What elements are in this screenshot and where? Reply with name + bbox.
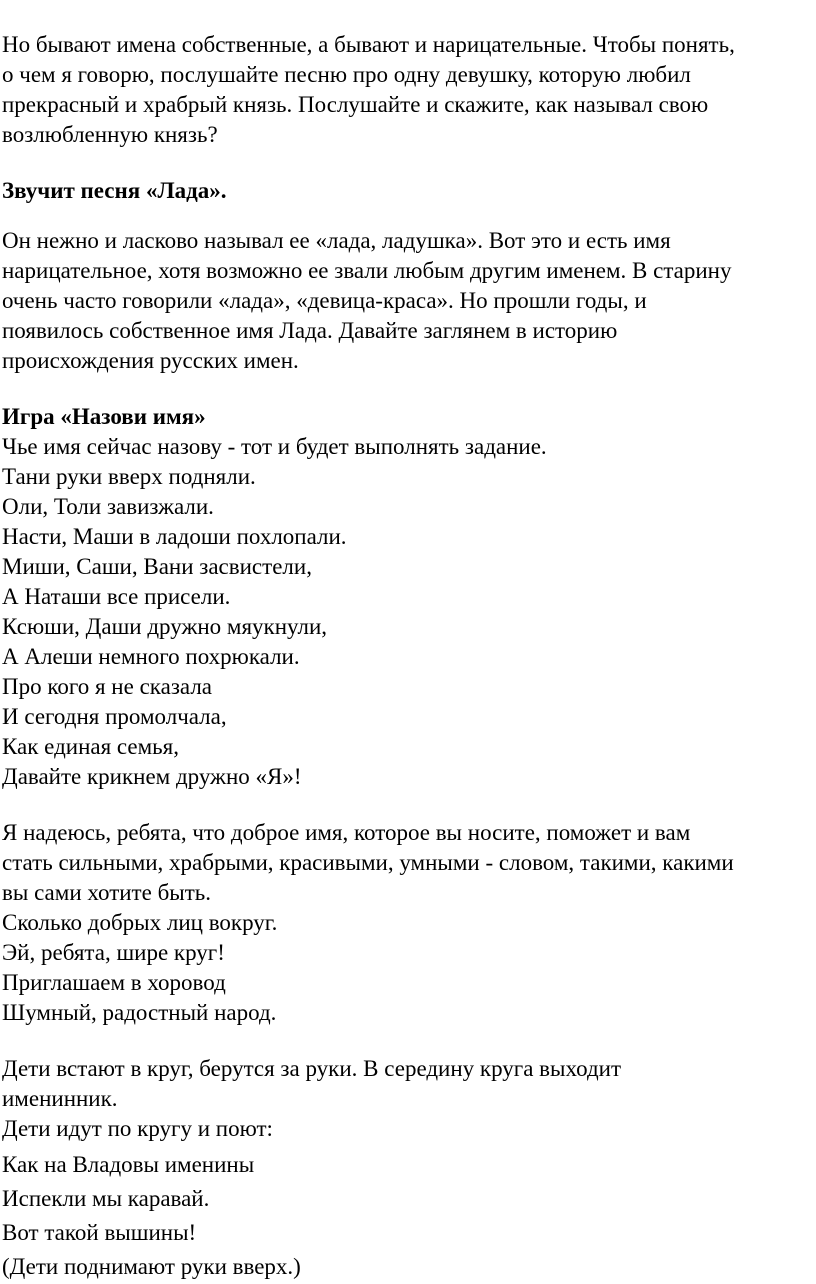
- birthday-song: [2, 1148, 812, 1284]
- text-line: именинник.: [2, 1086, 118, 1111]
- verse-line: Как единая семья,: [2, 734, 180, 759]
- song-line: Испекли мы каравай.: [2, 1186, 210, 1211]
- verse-line: И сегодня промолчала,: [2, 704, 227, 729]
- verse-line: Чье имя сейчас назову - тот и будет выполнять задание.: [2, 434, 547, 459]
- verse-line: Тани руки вверх подняли.: [2, 464, 256, 489]
- text-line: возлюбленную князь?: [2, 122, 218, 147]
- text-line: Приглашаем в хоровод: [2, 970, 226, 995]
- verse-line: Миши, Саши, Вани засвистели,: [2, 554, 312, 579]
- text-line: появилось собственное имя Лада. Давайте заглянем в историю: [2, 318, 618, 343]
- text-line: о чем я говорю, послушайте песню про одну девушку, которую любил: [2, 62, 691, 87]
- text-line: Шумный, радостный народ.: [2, 1000, 277, 1025]
- text-line: Дети идут по кругу и поют:: [2, 1116, 273, 1141]
- intro-paragraph: [2, 30, 812, 150]
- text-line: Сколько добрых лиц вокруг.: [2, 910, 278, 935]
- verse-line: Про кого я не сказала: [2, 674, 212, 699]
- text-line: прекрасный и храбрый князь. Послушайте и скажите, как называл свою: [2, 92, 709, 117]
- song-line: Как на Владовы именины: [2, 1152, 255, 1177]
- song-heading: Звучит песня «Лада».: [2, 178, 227, 203]
- game-heading: Игра «Назови имя»: [2, 404, 206, 429]
- text-line: стать сильными, храбрыми, красивыми, умными - словом, такими, какими: [2, 850, 734, 875]
- verse-line: Насти, Маши в ладоши похлопали.: [2, 524, 347, 549]
- text-line: нарицательное, хотя возможно ее звали любым другим именем. В старину: [2, 258, 732, 283]
- game-verse: [2, 432, 812, 792]
- text-line: Дети встают в круг, берутся за руки. В середину круга выходит: [2, 1056, 622, 1081]
- circle-paragraph: [2, 1054, 812, 1144]
- verse-line: Ксюши, Даши дружно мяукнули,: [2, 614, 328, 639]
- text-line: вы сами хотите быть.: [2, 880, 212, 905]
- text-line: Эй, ребята, шире круг!: [2, 940, 225, 965]
- verse-line: А Алеши немного похрюкали.: [2, 644, 300, 669]
- verse-line: Оли, Толи завизжали.: [2, 494, 214, 519]
- verse-line: А Наташи все присели.: [2, 584, 231, 609]
- explanation-paragraph: [2, 226, 812, 376]
- document-page: [2, 30, 812, 1284]
- text-line: происхождения русских имен.: [2, 348, 299, 373]
- wish-paragraph: [2, 818, 812, 1028]
- verse-line: Давайте крикнем дружно «Я»!: [2, 764, 302, 789]
- text-line: Он нежно и ласково называл ее «лада, ладушка». Вот это и есть имя: [2, 228, 671, 253]
- text-line: Я надеюсь, ребята, что доброе имя, которое вы носите, поможет и вам: [2, 820, 691, 845]
- text-line: очень часто говорили «лада», «девица-краса». Но прошли годы, и: [2, 288, 647, 313]
- text-line: Но бывают имена собственные, а бывают и нарицательные. Чтобы понять,: [2, 32, 735, 57]
- song-line: (Дети поднимают руки вверх.): [2, 1254, 301, 1279]
- song-line: Вот такой вышины!: [2, 1220, 197, 1245]
